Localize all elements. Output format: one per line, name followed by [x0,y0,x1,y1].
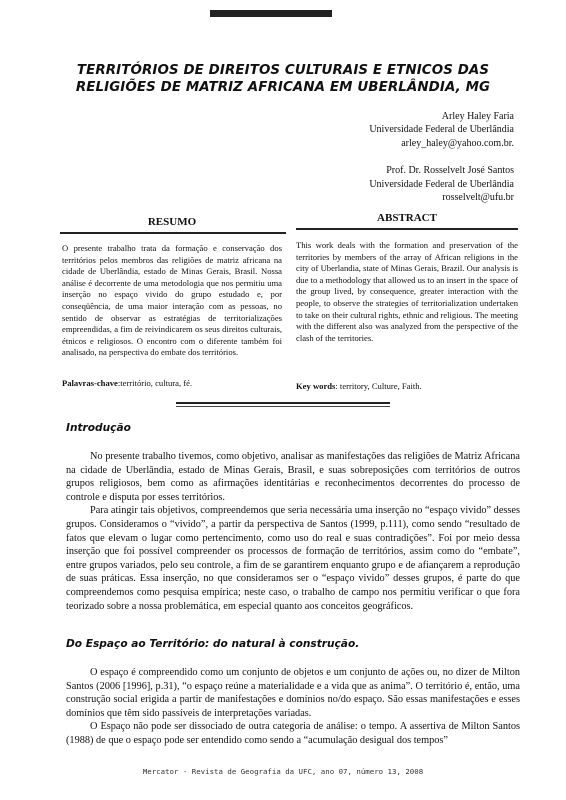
resumo-text: O presente trabalho trata da formação e conservação dos territórios pelos membros das religiões de matriz africana na cidade de Uberlândia, estado de Minas Gerais, Brasil. Nossa análise é decorrente de uma metodologia que nos permitiu uma inserção no espaço vivido do grupo estudado e, por conseqüência, de uma maior interação com as pessoas, no sentido de observar as estratégias de territorializações empreendidas, a fim de reivindicarem os seus direitos culturais, étnicos e religiosos. O encontro com o diferente também foi analisado, na perspectiva do embate dos territórios. [62,243,282,358]
author-2-email[interactable]: rosselvelt@ufu.br [442,192,514,204]
keywords-value: :território, cultura, fé. [117,378,193,388]
header-rule [210,10,332,17]
paragraph: O Espaço não pode ser dissociado de outra categoria de análise: o tempo. A assertiva de Milton Santos (1988) de que o espaço pode ser entendido como sendo a “acumulação desigual dos tempos” [66,721,520,746]
keywords-label: Palavras-chave [62,378,118,388]
author-block [369,110,514,204]
section-body-espaco [66,666,520,748]
keywords-label: Key words [296,381,336,391]
paragraph: No presente trabalho tivemos, como objetivo, analisar as manifestações das religiões de Matriz Africana na cidade de Uberlândia, estado de Minas Gerais, Brasil, e suas sobreposições com territórios de outros grupos religiosos, bem como as afirmações identitárias e reconhecimentos decorrentes do processo de controle e disputa por esses territórios. [66,451,520,503]
section-heading-espaco: Do Espaço ao Território: do natural à construção. [66,638,360,650]
abstract-text: This work deals with the formation and preservation of the territories by members of the array of African religions in the city of Uberlandia, state of Minas Gerais, Brazil. Our analysis is due to a methodology that allowed us to an insert in the space of the group lived, by consequence, greater interaction with the people, to observe the strategies of territorialization undertaken to take on their cultural rights, ethnic and religious. The meeting with the different also was analyzed from the perspective of the clash of the territories. [296,240,518,343]
section-heading-introducao: Introdução [66,422,131,434]
abstract-rule [296,228,518,230]
divider-thick [176,402,390,404]
title-line-2: RELIGIÕES DE MATRIZ AFRICANA EM UBERLÂNDIA, MG [75,80,491,95]
author-2-affiliation: Universidade Federal de Uberlândia [369,178,514,190]
author-2-name: Prof. Dr. Rosselvelt José Santos [386,165,514,177]
paragraph: O espaço é compreendido como um conjunto de objetos e um conjunto de ações ou, no dizer de Milton Santos (2006 [1996], p.31), “o espaço reúne a materialidade e a vida que as anima”. O território é, então, uma construção social erigida a partir de manifestações e domínios no/do espaço. São essas manifestações e esses domínios que têm sido passíveis de interpretações variadas. [66,667,520,719]
resumo-rule [60,232,286,234]
keywords-value: : territory, Culture, Faith. [335,381,422,391]
abstract-heading: ABSTRACT [377,212,437,224]
resumo-keywords [62,378,192,388]
divider-thin [176,406,390,407]
abstract-keywords [296,381,422,391]
resumo-heading: RESUMO [147,216,197,228]
journal-footer: Mercator - Revista de Geografia da UFC, ano 07, número 13, 2008 [142,767,424,776]
author-1-name: Arley Haley Faria [441,111,514,122]
paragraph: Para atingir tais objetivos, compreendemos que seria necessária uma inserção no “espaço vivido” desses grupos. Consideramos o “vivido”, a partir da perspectiva de Santos (1999, p.111), como sendo “resultado de fatos que elevam o lugar como pertencimento, como uso do real e suas contradições”. Foi por meio dessa inserção que foi possível compreender os processos de formação de territórios, assim como do “embate”, entre grupos variados, pelo seu controle, a fim de se garantirem enquanto grupo e de afiançarem a reprodução de suas práticas. Essa inserção, no que consideramos ser o “espaço vivido” desses grupos, é parte do que compreendemos como pesquisa empírica; neste caso, o trabalho de campo nos permitiu verificar o que fora teorizado sobre a nossa problemática, em especial quanto aos conceitos geográficos. [66,505,520,612]
title-line-1: TERRITÓRIOS DE DIREITOS CULTURAIS E ETNICOS DAS [76,63,490,78]
author-1-email[interactable]: arley_haley@yahoo.com.br. [401,137,514,149]
author-1-affiliation: Universidade Federal de Uberlândia [369,124,514,136]
section-body-introducao [66,450,520,613]
paper-title [60,62,506,96]
